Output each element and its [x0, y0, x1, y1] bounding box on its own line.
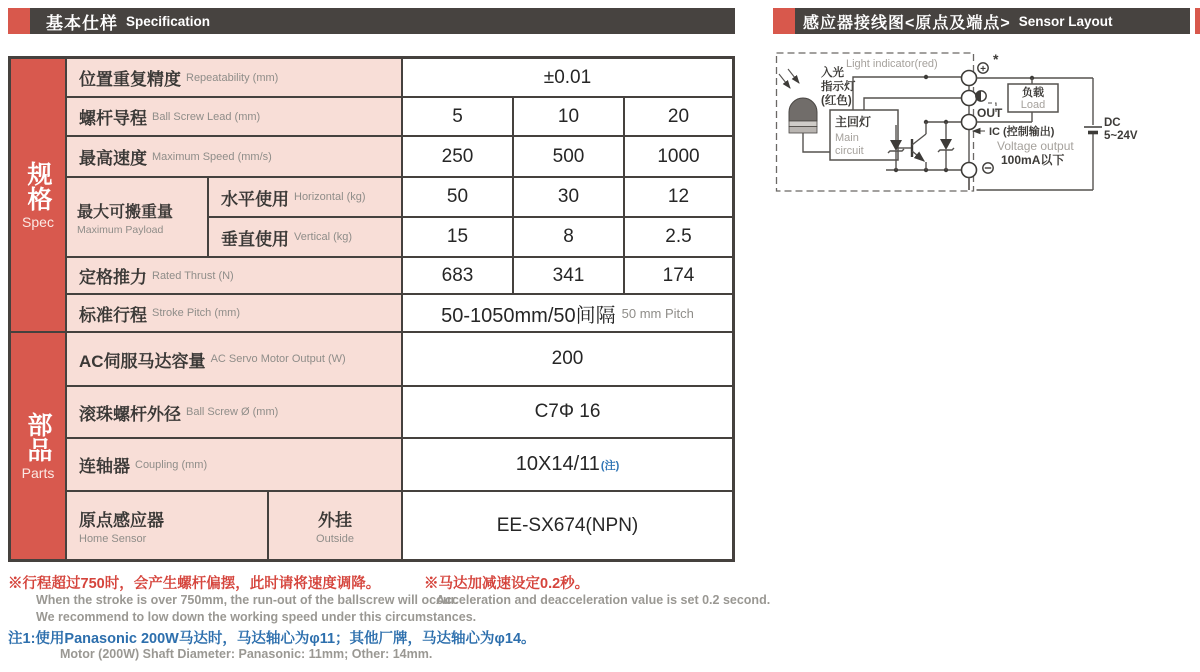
terminal-indicator	[962, 91, 977, 106]
payload-horizontal-value-1: 50	[403, 178, 512, 216]
thrust-value-1: 683	[403, 258, 512, 293]
speed-value-1: 250	[403, 137, 512, 176]
payload-vertical-zh: 垂直使用	[221, 229, 289, 249]
sidebar-spec-zh: 规格	[24, 160, 52, 211]
main-circuit-en-label-1: Main	[835, 132, 859, 144]
note-stroke-zh: ※行程超过750时，会产生螺杆偏摆，此时请将速度调降。	[8, 576, 381, 592]
speed-label-en: Maximum Speed (mm/s)	[152, 150, 272, 163]
row-screw-dia-label	[67, 387, 401, 437]
row-stroke-label	[67, 295, 401, 331]
load-zh-label: 负载	[1022, 87, 1044, 99]
note-stroke-en2: We recommend to low down the working speed under this circumstances.	[36, 610, 477, 624]
plus-terminal-icon	[978, 63, 988, 75]
payload-horizontal-en: Horizontal (kg)	[294, 191, 366, 203]
light-arrow-icon	[779, 69, 799, 88]
row-payload-label	[67, 178, 207, 256]
home-sensor-mount-label	[269, 492, 401, 559]
header-accent-square	[8, 8, 30, 34]
sidebar-spec-en: Spec	[22, 213, 54, 230]
sensor-header-title-zh: 感应器接线图<原点及端点>	[803, 14, 1011, 32]
row-coupling-label	[67, 439, 401, 490]
coupling-label-zh: 连轴器	[79, 457, 130, 476]
spec-section-header	[30, 8, 735, 34]
row-motor-label	[67, 333, 401, 385]
sidebar-parts-en: Parts	[21, 464, 55, 481]
dc-range-label: 5~24V	[1104, 130, 1138, 142]
coupling-value	[403, 439, 732, 490]
screw-dia-label-en: Ball Screw Ø (mm)	[186, 406, 279, 418]
motor-label-en: AC Servo Motor Output (W)	[210, 353, 346, 365]
transistor-icon	[912, 122, 926, 170]
dc-label: DC	[1104, 117, 1121, 129]
ic-label: IC (控制输出)	[989, 126, 1055, 138]
lead-value-2: 10	[514, 98, 623, 135]
load-en-label: Load	[1020, 99, 1046, 111]
sensor-wiring-diagram	[770, 46, 1200, 250]
payload-vertical-value-2: 8	[514, 218, 623, 256]
note-coupling-en: Motor (200W) Shaft Diameter: Panasonic: 11mm; Other: 14mm.	[60, 647, 433, 661]
row-speed-label	[67, 137, 401, 176]
motor-value: 200	[403, 333, 732, 385]
row-home-sensor-label	[67, 492, 267, 559]
current-limit-label: 100mA以下	[1001, 153, 1065, 167]
screw-dia-value: C7Φ 16	[403, 387, 732, 437]
lead-value-1: 5	[403, 98, 512, 135]
thrust-label-en: Rated Thrust (N)	[152, 269, 234, 282]
stroke-label-en: Stroke Pitch (mm)	[152, 307, 241, 319]
sidebar-parts	[11, 333, 65, 559]
sidebar-parts-zh: 部品	[24, 411, 52, 462]
sensor-header-title-en: Sensor Layout	[1018, 13, 1113, 29]
home-sensor-label-zh: 原点感应器	[79, 511, 164, 530]
home-sensor-mount-zh: 外挂	[318, 511, 352, 530]
payload-vertical-value-3: 2.5	[625, 218, 732, 256]
repeatability-label-zh: 位置重复精度	[79, 70, 181, 89]
note-accel-en: Acceleration and deacceleration value is set 0.2 second.	[436, 593, 771, 607]
payload-horizontal-value-2: 30	[514, 178, 623, 216]
terminal-minus	[962, 163, 977, 178]
voltage-output-label: Voltage output	[997, 139, 1074, 153]
payload-horizontal-value-3: 12	[625, 178, 732, 216]
speed-value-2: 500	[514, 137, 623, 176]
stroke-value-en: 50 mm Pitch	[621, 305, 694, 321]
led-wire	[803, 133, 830, 152]
light-indicator-zh-3: (红色)	[821, 95, 852, 107]
main-circuit-zh-label: 主回灯	[835, 115, 872, 129]
stroke-label-zh: 标准行程	[79, 305, 147, 325]
home-sensor-label-en: Home Sensor	[79, 533, 147, 545]
led-indicator-icon	[789, 98, 817, 133]
payload-vertical-en: Vertical (kg)	[294, 231, 353, 243]
ic-annotation	[973, 124, 1055, 138]
motor-label-zh: AC伺服马达容量	[79, 351, 206, 371]
terminal-out	[962, 115, 977, 130]
home-sensor-value: EE-SX674(NPN)	[403, 492, 732, 559]
lead-label-en: Ball Screw Lead (mm)	[152, 110, 261, 123]
battery-icon	[1084, 127, 1102, 133]
coupling-value-text: 10X14/11	[515, 453, 600, 475]
home-sensor-mount-en: Outside	[316, 533, 354, 545]
zener-diode-right-icon	[938, 122, 954, 170]
thrust-label-zh: 定格推力	[79, 268, 147, 287]
note-accel-zh: ※马达加减速设定0.2秒。	[424, 576, 590, 592]
minus-terminal-icon	[983, 163, 993, 173]
stroke-value-zh: 50-1050mm/50间隔	[441, 304, 616, 327]
row-thrust-label	[67, 258, 401, 293]
light-indicator-zh-1: 入光	[821, 67, 844, 79]
page-edge-accent	[1195, 8, 1200, 34]
sidebar-spec	[11, 59, 65, 331]
row-payload-vertical-label	[209, 218, 401, 256]
payload-horizontal-zh: 水平使用	[221, 189, 289, 209]
stroke-value	[403, 295, 732, 331]
lead-value-3: 20	[625, 98, 732, 135]
payload-label-zh: 最大可搬重量	[77, 203, 174, 221]
light-indicator-en-label: Light indicator(red)	[846, 58, 938, 70]
asterisk-mark: *	[993, 51, 999, 67]
lead-label-zh: 螺杆导程	[79, 109, 147, 128]
spec-header-title-en: Specification	[126, 13, 211, 29]
terminal-plus	[962, 71, 977, 86]
out-terminal-label: OUT	[977, 106, 1003, 120]
note-coupling-zh: 注1:使用Panasonic 200W马达时，马达轴心为φ11；其他厂牌，马达轴心为φ14。	[8, 631, 536, 647]
repeatability-label-en: Repeatability (mm)	[186, 71, 279, 84]
repeatability-value: ±0.01	[403, 59, 732, 96]
thrust-value-3: 174	[625, 258, 732, 293]
coupling-label-en: Coupling (mm)	[135, 458, 208, 471]
coupling-note-ref: (注)	[600, 459, 620, 472]
thrust-value-2: 341	[514, 258, 623, 293]
screw-dia-label-zh: 滚珠螺杆外径	[79, 404, 181, 424]
spec-table	[8, 56, 735, 562]
sensor-header-accent-square	[773, 8, 795, 34]
row-payload-horizontal-label	[209, 178, 401, 216]
payload-vertical-value-1: 15	[403, 218, 512, 256]
note-stroke-en1: When the stroke is over 750mm, the run-out of the ballscrew will occur.	[36, 593, 459, 607]
row-repeatability-label	[67, 59, 401, 96]
sensor-section-header	[795, 8, 1190, 34]
spec-header-title-zh: 基本仕样	[46, 13, 118, 33]
speed-label-zh: 最高速度	[79, 149, 147, 168]
payload-label-en: Maximum Payload	[77, 223, 164, 236]
speed-value-3: 1000	[625, 137, 732, 176]
main-circuit-en-label-2: circuit	[835, 145, 864, 157]
svg-text:+: +	[980, 64, 986, 75]
row-lead-label	[67, 98, 401, 135]
light-indicator-zh-2: 指示灯	[821, 81, 856, 93]
sensor-wiring-diagram-svg	[770, 46, 1200, 250]
